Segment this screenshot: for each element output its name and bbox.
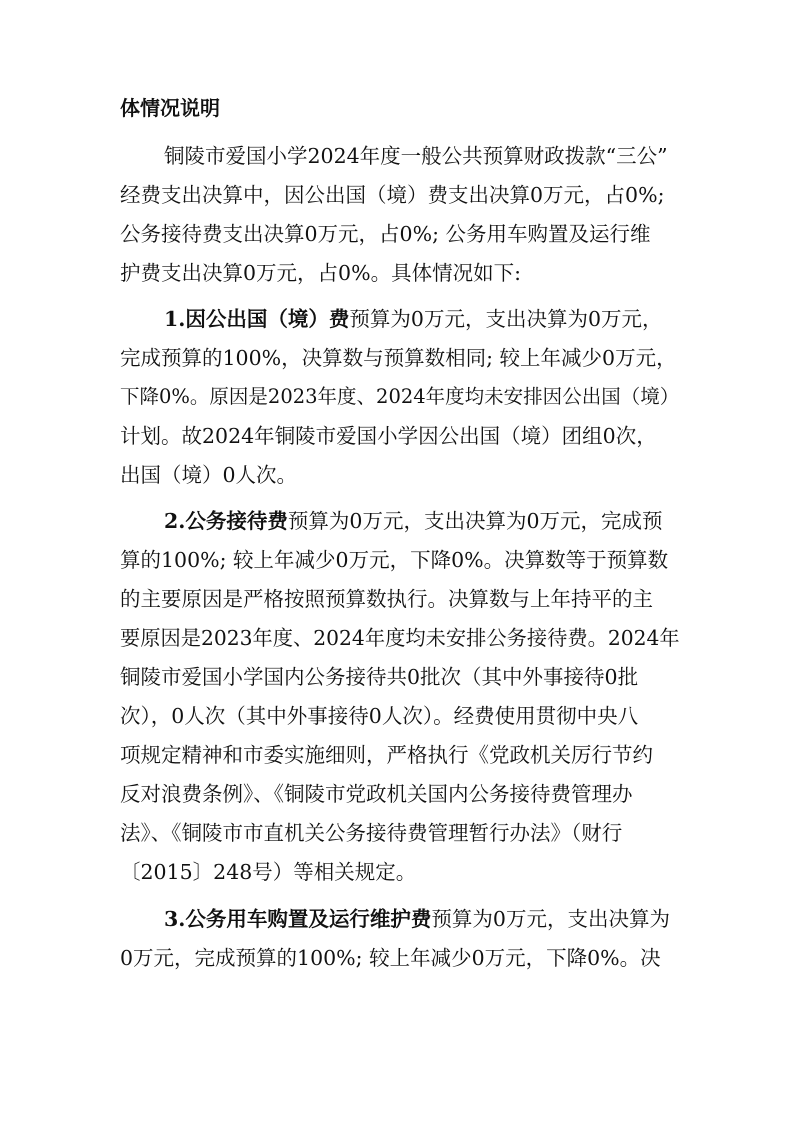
paragraph-4-lead: 3.公务用车购置及运行维护费 [164,907,432,931]
paragraph-2-line-4: 计划。故2024年铜陵市爱国小学因公出国（境）团组0次， [120,424,657,448]
paragraph-2-line-1-text: 预算为0万元，支出决算为0万元， [349,307,663,331]
paragraph-2-line-2: 完成预算的100%，决算数与预算数相同; 较上年减少0万元， [120,346,677,370]
paragraph-1-line-1: 铜陵市爱国小学2024年度一般公共预算财政拨款“三公” [164,144,668,168]
paragraph-3-line-4: 要原因是2023年度、2024年度均未安排公务接待费。2024年 [120,626,680,650]
paragraph-2-line-1 [164,305,663,333]
paragraph-1-line-2: 经费支出决算中，因公出国（境）费支出决算0万元，占0%; [120,183,665,207]
paragraph-4-line-1-text: 预算为0万元，支出决算为 [431,907,670,931]
paragraph-4-line-1 [164,905,670,933]
paragraph-1-line-3: 公务接待费支出决算0万元，占0%; 公务用车购置及运行维 [120,222,651,246]
section-heading: 体情况说明 [120,96,220,120]
paragraph-3-line-6: 次），0人次（其中外事接待0人次）。经费使用贯彻中央八 [120,704,639,728]
paragraph-3-line-3: 的主要原因是严格按照预算数执行。决算数与上年持平的主 [120,587,653,611]
paragraph-3-line-8: 反对浪费条例》、《铜陵市党政机关国内公务接待费管理办 [120,782,633,806]
paragraph-3-lead: 2.公务接待费 [164,509,288,533]
paragraph-3-line-1 [164,507,663,535]
paragraph-2-line-5: 出国（境）0人次。 [120,463,298,487]
paragraph-4-line-2: 0万元，完成预算的100%; 较上年减少0万元，下降0%。决 [120,946,661,970]
paragraph-2-lead: 1.因公出国（境）费 [164,307,350,331]
paragraph-1-line-4: 护费支出决算0万元，占0%。具体情况如下: [120,261,521,285]
paragraph-3-line-10: 〔2015〕248号）等相关规定。 [120,860,417,884]
paragraph-3-line-7: 项规定精神和市委实施细则，严格执行《党政机关厉行节约 [120,743,653,767]
paragraph-2-line-3: 下降0%。原因是2023年度、2024年度均未安排因公出国（境） [120,385,680,408]
paragraph-3-line-9: 法》、《铜陵市市直机关公务接待费管理暂行办法》（财行 [120,821,623,845]
paragraph-3-line-2: 算的100%; 较上年减少0万元，下降0%。决算数等于预算数 [120,548,669,572]
paragraph-3-line-1-text: 预算为0万元，支出决算为0万元，完成预 [287,509,663,533]
paragraph-3-line-5: 铜陵市爱国小学国内公务接待共0批次（其中外事接待0批 [120,665,639,689]
